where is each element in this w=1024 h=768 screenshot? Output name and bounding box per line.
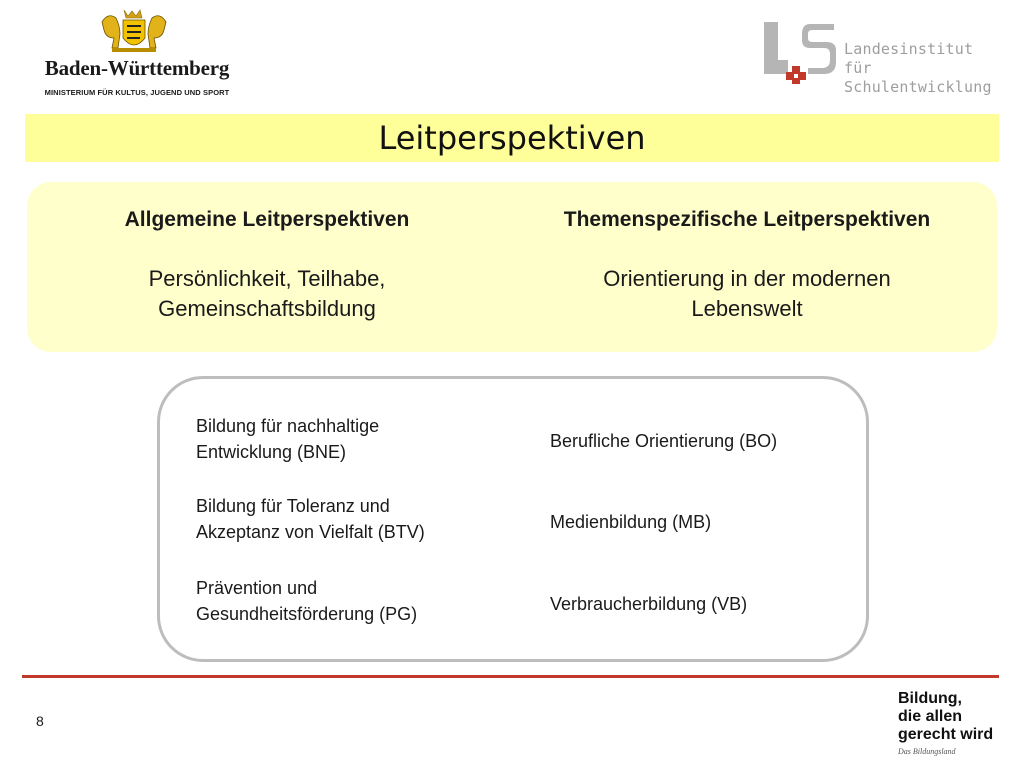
slogan-line-3: gerecht wird [898,726,994,743]
specific-text-line-2: Lebenswelt [691,296,803,321]
ls-line-1: Landesinstitut [844,40,974,58]
list-item-bne [196,413,379,465]
list-item-line-2: Gesundheitsförderung (PG) [196,604,418,624]
bw-ministry-logo [28,8,248,98]
general-perspectives [77,208,457,324]
list-item-line-2: Entwicklung (BNE) [196,442,347,462]
list-item-line-1: Bildung für Toleranz und [196,496,390,516]
ls-institute-logo [760,18,1010,96]
list-item-btv [196,493,425,545]
perspectives-panel [27,182,997,352]
specific-description [507,264,987,324]
specific-text-line-1: Orientierung in der modernen [603,266,891,291]
page-number: 8 [36,713,44,729]
slogan-line-2: die allen [898,708,963,725]
specific-heading: Themenspezifische Leitperspektiven [563,208,931,231]
bw-name: Baden-Württemberg [44,56,230,80]
footer-divider [22,675,999,678]
list-item-vb: Verbraucherbildung (VB) [550,594,748,614]
ls-line-2: für Schulentwicklung [844,59,992,96]
general-text-line-2: Gemeinschaftsbildung [158,296,376,321]
coat-of-arms-icon [94,8,174,56]
list-item-line-2: Akzeptanz von Vielfalt (BTV) [196,522,425,542]
bw-ministry-name: MINISTERIUM FÜR KULTUS, JUGEND UND SPORT [44,88,230,97]
list-item-bo: Berufliche Orientierung (BO) [550,431,778,451]
general-heading: Allgemeine Leitperspektiven [124,208,410,231]
tagline: Das Bildungsland [898,747,956,756]
perspectives-list-box [157,376,869,662]
list-item-line-1: Bildung für nachhaltige [196,416,380,436]
ls-logo-icon [760,18,838,84]
list-item-mb: Medienbildung (MB) [550,512,712,532]
title-bar [25,114,999,162]
general-text-line-1: Persönlichkeit, Teilhabe, [148,266,386,291]
list-item-line-1: Prävention und [196,578,318,598]
page-title: Leitperspektiven [378,119,646,157]
slogan-line-1: Bildung, [898,690,962,707]
bildungsland-logo [898,690,1018,756]
specific-perspectives [507,208,987,324]
general-description [77,264,457,324]
list-item-pg [196,575,417,627]
ls-institute-name [844,40,1010,97]
